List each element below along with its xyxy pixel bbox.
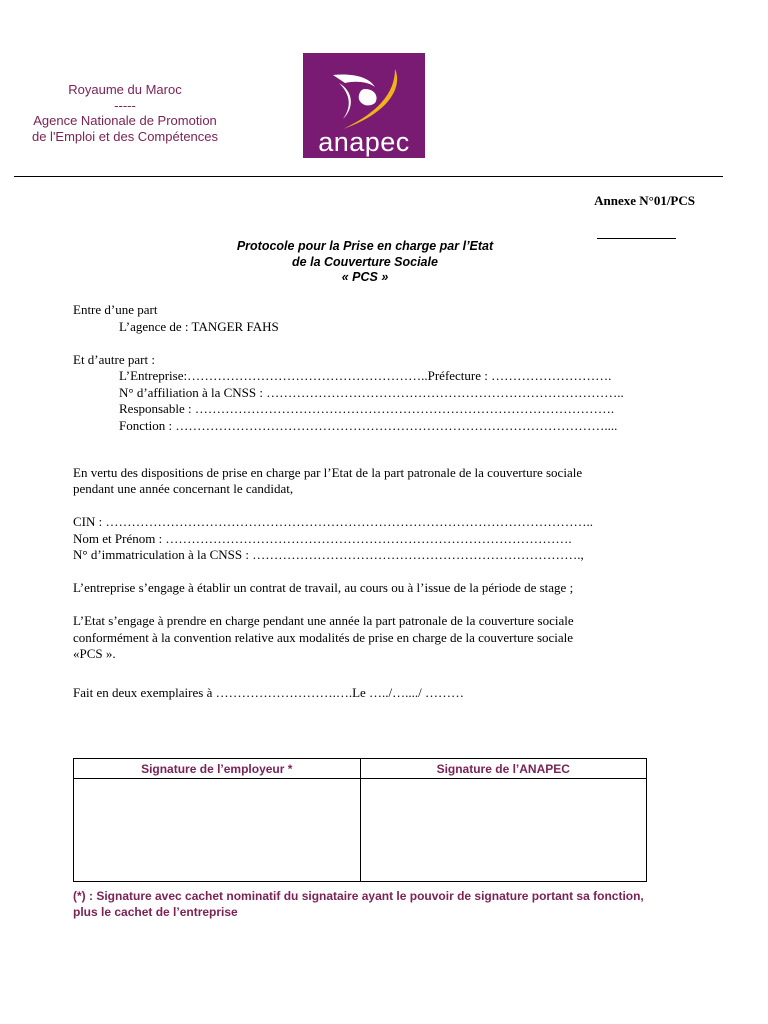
employer-signature-box [74,779,361,882]
header-divider [14,176,723,177]
logo-text: anapec [318,127,410,157]
signature-table [73,758,647,882]
annexe-underline [597,238,676,239]
anapec-signature-box [360,779,647,882]
employer-signature-header: Signature de l’employeur * [74,759,361,779]
cin-field: CIN : ………………………………………………………………………………………………….. [73,514,593,529]
title-line1: Protocole pour la Prise en charge par l’Etat [236,239,494,253]
etat-engagement-line1: L’Etat s’engage à prendre en charge pendant une année la part patronale de la couverture sociale [73,613,574,628]
agency-header [20,82,230,144]
etat-engagement-line2: conformément à la convention relative aux modalités de prise en charge de la couverture sociale [73,629,574,645]
footnote-line2: plus le cachet de l’entreprise [73,905,238,919]
title-line3: « PCS » [341,270,389,284]
document-body [73,302,713,702]
cnss-immatriculation-field: N° d’immatriculation à la CNSS : …………………………………………………………………., [73,547,584,562]
first-party-label: Entre d’une part [73,302,158,317]
fait-line: Fait en deux exemplaires à ……………………….….Le …../…..../ ……… [73,685,465,700]
entreprise-field: L’Entreprise:………………………………………………..Préfecture : ………………………. [119,368,612,383]
country-name: Royaume du Maroc [68,82,182,97]
anapec-signature-header: Signature de l’ANAPEC [360,759,647,779]
fonction-field: Fonction : ……………………………………………………………………………………….... [119,417,618,433]
second-party-label: Et d’autre part : [73,351,155,367]
agency-field: L’agence de : TANGER FAHS [119,318,279,334]
cnss-affiliation-field: N° d’affiliation à la CNSS : ……………………………………………………………………….. [119,384,624,400]
document-title [150,239,580,286]
intro-line2: pendant une année concernant le candidat, [73,481,294,496]
header-separator: ----- [114,97,136,113]
agency-name-line2: de l'Emploi et des Compétences [31,128,219,144]
agency-name-line1: Agence Nationale de Promotion [33,113,217,128]
signature-footnote [73,888,713,920]
annexe-reference: Annexe N°01/PCS [594,193,695,208]
footnote-line1: (*) : Signature avec cachet nominatif du signataire ayant le pouvoir de signature portant sa fonction, [73,889,644,903]
nom-prenom-field: Nom et Prénom : …………………………………………………………………………………. [73,530,572,546]
entreprise-engagement: L’entreprise s’engage à établir un contrat de travail, au cours ou à l’issue de la période de stage ; [73,580,574,595]
intro-line1: En vertu des dispositions de prise en charge par l’Etat de la part patronale de la couverture sociale [73,464,583,480]
title-line2: de la Couverture Sociale [292,254,438,269]
anapec-logo [303,53,425,158]
etat-engagement-line3: «PCS ». [73,646,116,661]
responsable-field: Responsable : ……………………………………………………………………………………. [119,401,615,416]
